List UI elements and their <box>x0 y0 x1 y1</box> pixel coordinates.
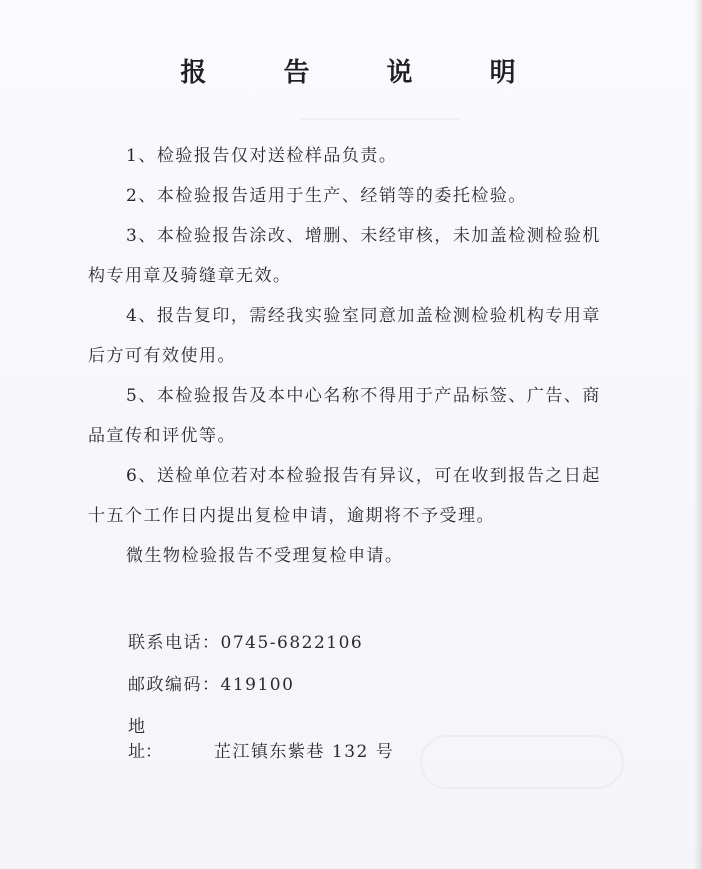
paragraph-7: 微生物检验报告不受理复检申请。 <box>126 546 404 566</box>
document-body <box>88 136 608 576</box>
contact-address-row <box>128 712 394 762</box>
address-label <box>128 712 214 762</box>
phone-label: 联系电话： <box>128 633 221 653</box>
bleed-through-stamp <box>420 735 624 789</box>
phone-value: 0745-6822106 <box>220 633 364 653</box>
page-edge-shadow <box>694 0 702 869</box>
address-label-part-1: 地 <box>128 717 145 737</box>
postcode-value: 419100 <box>220 675 295 695</box>
contact-phone-row <box>128 628 363 653</box>
paragraph-3: 3、本检验报告涂改、增删、未经审核，未加盖检测检验机构专用章及骑缝章无效。 <box>88 226 601 286</box>
paragraph-4: 4、报告复印，需经我实验室同意加盖检测检验机构专用章后方可有效使用。 <box>88 306 601 366</box>
paragraph-5: 5、本检验报告及本中心名称不得用于产品标签、广告、商品宣传和评优等。 <box>88 386 601 446</box>
address-label-part-2: 址： <box>128 742 162 762</box>
address-value: 芷江镇东紫巷 132 号 <box>214 742 395 762</box>
contact-postcode-row <box>128 670 294 695</box>
paragraph-2: 2、本检验报告适用于生产、经销等的委托检验。 <box>126 186 527 206</box>
bleed-through-mark <box>300 88 460 120</box>
paragraph-6: 6、送检单位若对本检验报告有异议，可在收到报告之日起十五个工作日内提出复检申请，逾期将不予受理。 <box>88 466 601 526</box>
paragraph-1: 1、检验报告仅对送检样品负责。 <box>126 146 398 166</box>
postcode-label: 邮政编码： <box>128 675 221 695</box>
document-title: 报 告 说 明 <box>180 58 550 88</box>
